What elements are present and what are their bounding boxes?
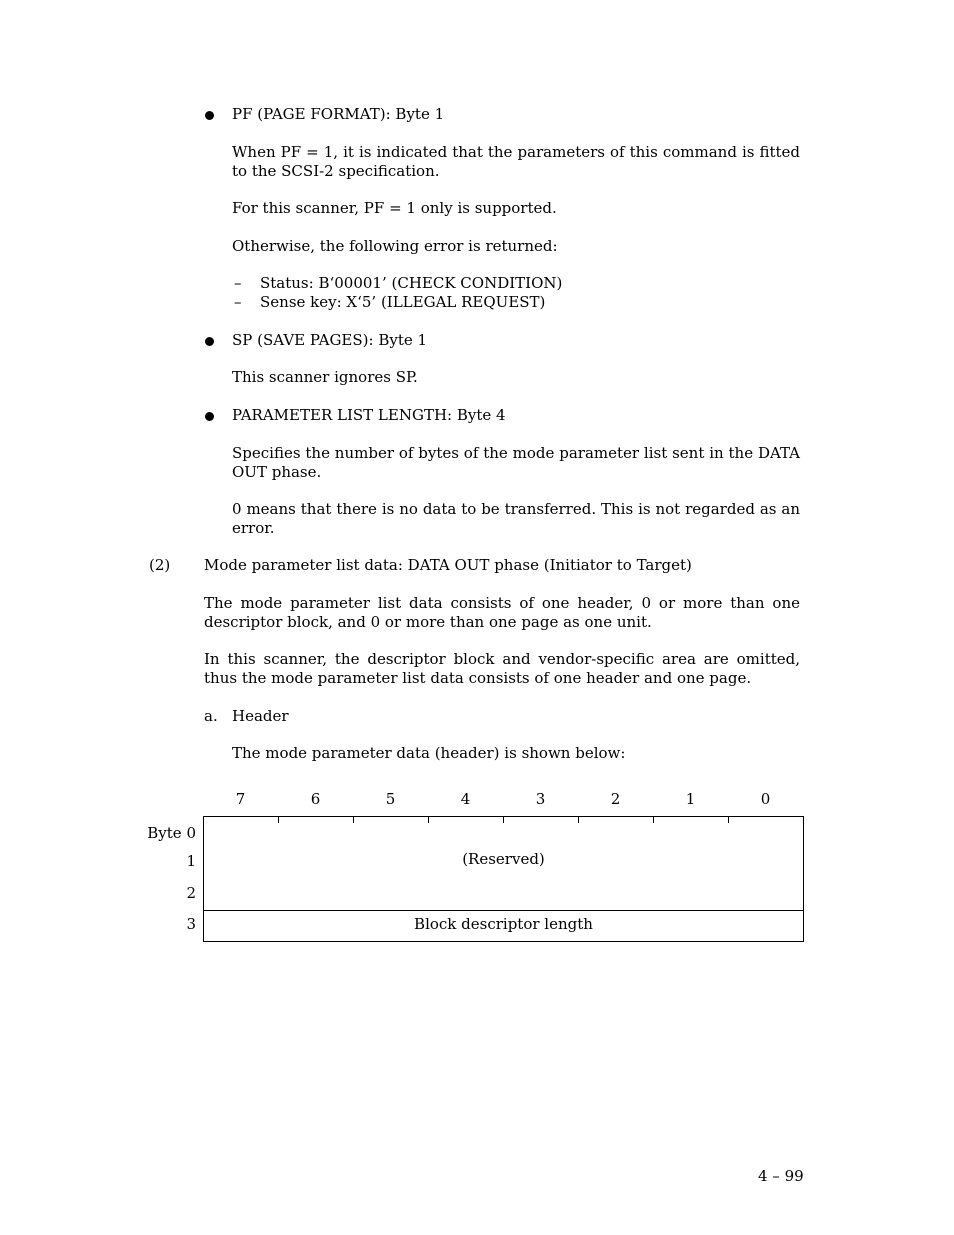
bit-label: 7: [235, 790, 246, 808]
bit-divider-tick: [728, 817, 729, 823]
subsection-letter: a.: [204, 707, 218, 725]
mode-parameter-header-table: [203, 816, 804, 942]
bit-divider-tick: [578, 817, 579, 823]
bit-label: 0: [760, 790, 771, 808]
bit-divider-tick: [653, 817, 654, 823]
row-divider: [204, 910, 803, 911]
bullet-icon: [205, 111, 214, 120]
byte-row-label: 1: [186, 852, 196, 870]
dash-marker: –: [234, 293, 242, 311]
section-paragraph-1: The mode parameter list data consists of one header, 0 or more than one descriptor block, and 0 or more than one page as one unit.: [204, 594, 800, 631]
bit-label: 6: [310, 790, 321, 808]
bit-label: 1: [685, 790, 696, 808]
block-descriptor-length-cell: Block descriptor length: [414, 915, 593, 933]
section-heading: Mode parameter list data: DATA OUT phase (Initiator to Target): [204, 556, 692, 574]
pf-paragraph-2: For this scanner, PF = 1 only is supported.: [232, 199, 557, 217]
pll-paragraph-2: 0 means that there is no data to be transferred. This is not regarded as an error.: [232, 500, 800, 537]
pf-paragraph-3: Otherwise, the following error is returned:: [232, 237, 558, 255]
subsection-paragraph: The mode parameter data (header) is shown below:: [232, 744, 626, 762]
section-paragraph-2: In this scanner, the descriptor block and vendor-specific area are omitted, thus the mode parameter list data consists of one header and one page.: [204, 650, 800, 687]
sp-paragraph-1: This scanner ignores SP.: [232, 368, 418, 386]
bullet-icon: [205, 412, 214, 421]
bullet-icon: [205, 337, 214, 346]
bit-divider-tick: [428, 817, 429, 823]
bit-number-header: [203, 790, 803, 809]
pf-heading: PF (PAGE FORMAT): Byte 1: [232, 105, 445, 123]
pf-status-item: Status: B‘00001’ (CHECK CONDITION): [260, 274, 563, 292]
byte-row-label: 2: [186, 884, 196, 902]
page-number: 4 – 99: [758, 1167, 804, 1185]
bit-label: 4: [460, 790, 471, 808]
bit-label: 5: [385, 790, 396, 808]
dash-marker: –: [234, 274, 242, 292]
byte-row-label: Byte 0: [147, 824, 196, 842]
bit-label: 3: [535, 790, 546, 808]
bit-divider-tick: [278, 817, 279, 823]
section-number: (2): [149, 556, 171, 574]
pll-paragraph-1: Specifies the number of bytes of the mode parameter list sent in the DATA OUT phase.: [232, 444, 800, 481]
pll-heading: PARAMETER LIST LENGTH: Byte 4: [232, 406, 506, 424]
pf-sense-key-item: Sense key: X‘5’ (ILLEGAL REQUEST): [260, 293, 546, 311]
bit-divider-tick: [503, 817, 504, 823]
reserved-cell: (Reserved): [462, 850, 545, 868]
pf-paragraph-1: When PF = 1, it is indicated that the parameters of this command is fitted to the SCSI-2 specification.: [232, 143, 800, 180]
bit-label: 2: [610, 790, 621, 808]
subsection-heading: Header: [232, 707, 289, 725]
bit-divider-tick: [353, 817, 354, 823]
byte-row-label: 3: [186, 915, 196, 933]
sp-heading: SP (SAVE PAGES): Byte 1: [232, 331, 428, 349]
